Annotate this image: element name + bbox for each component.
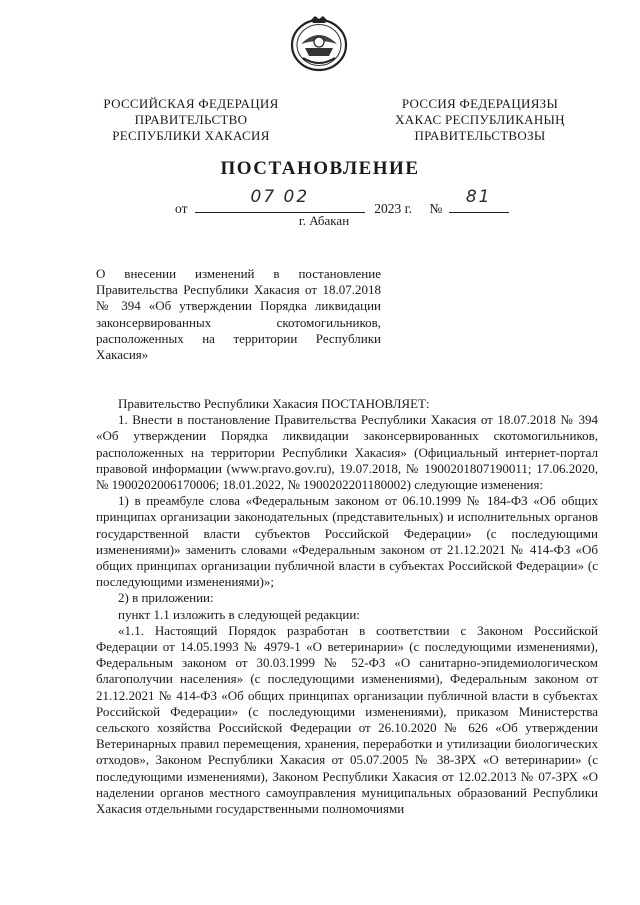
body-paragraph: пункт 1.1 изложить в следующей редакции: (118, 606, 360, 622)
body-paragraph: «1.1. Настоящий Порядок разработан в соответствии с Законом Российской Федерации от 14.05.1993 № 4979-1 «О ветеринарии» (с последующими изменениями), Федеральным законом от 30.03.1999 № 52-ФЗ «О санитарно-эпидемиологическом благополучии населения» (с последующими изменениями), Федеральным законом от 21.12.2021 № 414-ФЗ «Об общих принципах организации публичной власти в субъектах Российской Федерации» (с последующими изменениями), приказом Министерства сельского хозяйства Российской Федерации от 26.10.2020 № 626 «Об утверждении Ветеринарных правил перемещения, хранения, переработки и утилизации биологических отходов», Законом Республики Хакасия от 05.07.2005 № 38-ЗРХ «О ветеринарии» (с последующими изменениями), Законом Республики Хакасия от 12.02.2013 № 07-ЗРХ «О наделении органов местного самоуправления муниципальных образований Республики Хакасия отдельными государственными полномочиями (96, 622, 598, 817)
date-blank (195, 187, 365, 213)
header-right-line: ПРАВИТЕЛЬСТВОЗЫ (414, 128, 546, 143)
header-right (375, 96, 585, 144)
document-title: ПОСТАНОВЛЕНИЕ (220, 158, 420, 179)
number-sign: № (429, 201, 443, 216)
body-paragraph: 1. Внести в постановление Правительства Республики Хакасия от 18.07.2018 № 394 «Об утверждении Порядка ликвидации законсервированных скотомогильников, расположенных на территории Республики Хакасия» (Официальный интернет-портал правовой информации (www.pravo.gov.ru), 19.07.2018, № 1900201807190011; 17.06.2020, № 1900202006170006; 18.01.2022, № 1900202201180002) следующие изменения: (96, 412, 598, 493)
body-paragraph: Правительство Республики Хакасия ПОСТАНОВЛЯЕТ: (118, 396, 430, 411)
coat-of-arms-emblem (289, 14, 349, 72)
date-year: 2023 г. (374, 201, 412, 216)
header-left (96, 96, 286, 144)
header-left-line: РОССИЙСКАЯ ФЕДЕРАЦИЯ (103, 96, 279, 111)
document-subject: О внесении изменений в постановление Правительства Республики Хакасия от 18.07.2018 № 394 «Об утверждении Порядка ликвидации законсервированных скотомогильников, расположенных на территории Республики Хакасия» (96, 266, 381, 363)
document-body (96, 396, 598, 817)
header-left-line: РЕСПУБЛИКИ ХАКАСИЯ (112, 128, 270, 143)
header-right-line: РОССИЯ ФЕДЕРАЦИЯЗЫ (401, 96, 559, 111)
body-paragraph: 1) в преамбуле слова «Федеральным законом от 06.10.1999 № 184-ФЗ «Об общих принципах организации законодательных (представительных) и исполнительных органов государственной власти субъектов Российской Федерации» (с последующими изменениями)» заменить словами «Федеральным законом от 21.12.2021 № 414-ФЗ «Об общих принципах организации публичной власти в субъектах Российской Федерации» (с последующими изменениями)»; (96, 493, 598, 590)
header-left-line: ПРАВИТЕЛЬСТВО (134, 112, 248, 127)
handwritten-date: 07 02 (250, 187, 310, 207)
number-blank (449, 187, 509, 213)
header-right-line: ХАКАС РЕСПУБЛИКАНЫҢ (395, 112, 565, 127)
body-paragraph: 2) в приложении: (118, 590, 214, 606)
date-prefix: от (175, 201, 188, 216)
handwritten-number: 81 (465, 187, 492, 207)
city-line: г. Абакан (298, 213, 350, 228)
